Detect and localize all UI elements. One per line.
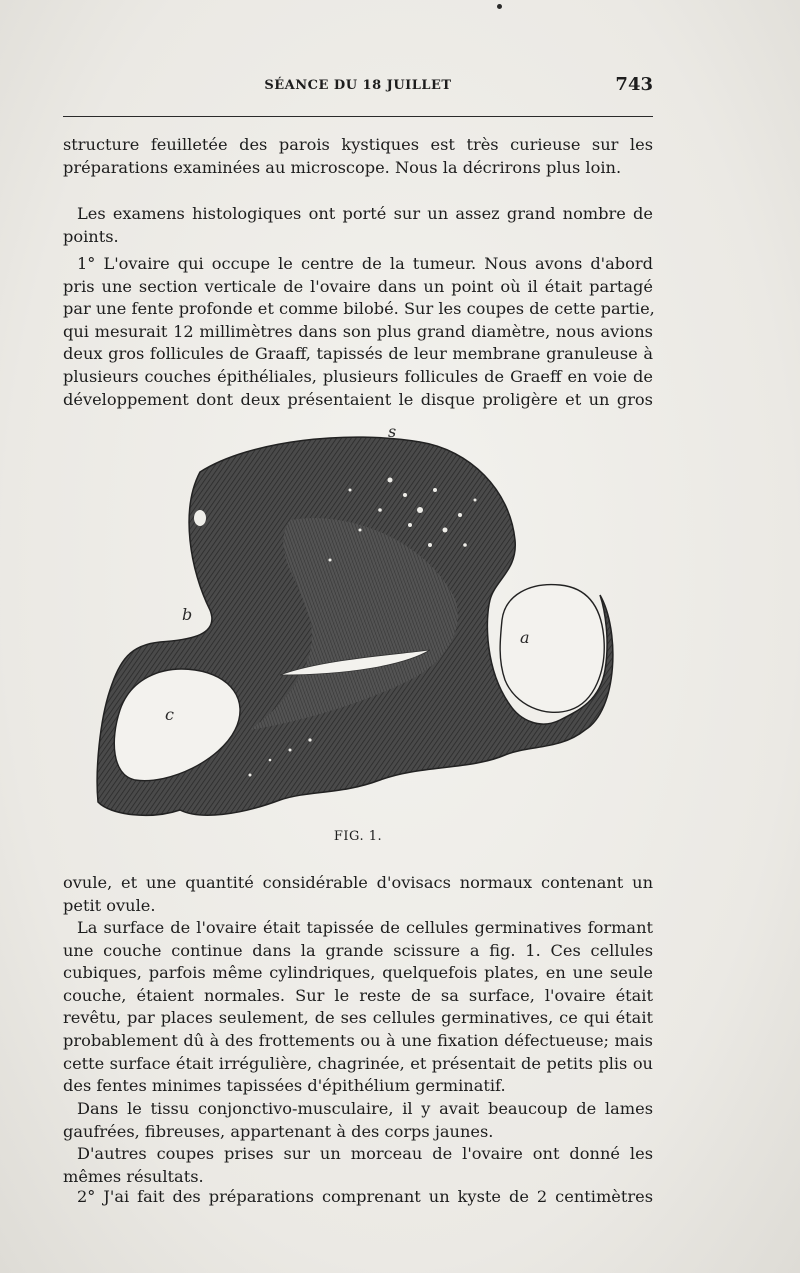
text-line: préparations examinées au microscope. Nous la décrirons plus loin. — [63, 157, 622, 177]
paragraph-2 — [63, 203, 653, 248]
text-line: couche, étaient normales. Sur le reste de sa surface, l'ovaire était — [63, 985, 653, 1005]
text-line: cubiques, parfois même cylindriques, quelquefois plates, en une seule — [63, 963, 653, 983]
paragraph-4 — [63, 872, 653, 917]
header-rule — [63, 116, 653, 117]
paragraph-6 — [63, 1098, 653, 1143]
figure-label-b: b — [182, 605, 193, 624]
running-head-title: SÉANCE DU 18 JUILLET — [264, 78, 452, 93]
paragraph-8 — [63, 1186, 653, 1209]
text-line: pris une section verticale de l'ovaire dans un point où il était partagé — [63, 276, 653, 296]
figure-label-a: a — [520, 628, 530, 647]
text-line: 2° J'ai fait des préparations comprenant un kyste de 2 centimètres — [77, 1187, 653, 1206]
text-line: Les examens histologiques ont porté sur un assez grand nombre de — [77, 204, 653, 223]
text-line: gaufrées, fibreuses, appartenant à des corps jaunes. — [63, 1121, 494, 1141]
text-line: 1° L'ovaire qui occupe le centre de la tumeur. Nous avons d'abord — [77, 254, 653, 273]
text-line: deux gros follicules de Graaff, tapissés de leur membrane granuleuse à — [63, 344, 653, 364]
text-line: mêmes résultats. — [63, 1166, 204, 1186]
text-line: Dans le tissu conjonctivo-musculaire, il y avait beaucoup de lames — [77, 1099, 653, 1118]
text-line: La surface de l'ovaire était tapissée de cellules germinatives formant — [77, 918, 653, 937]
ovary-engraving — [90, 420, 620, 840]
text-line: points. — [63, 226, 119, 246]
text-line: des fentes minimes tapissées d'épithélium germinatif. — [63, 1076, 506, 1096]
text-line: plusieurs couches épithéliales, plusieurs follicules de Graeff en voie de — [63, 366, 653, 386]
text-line: cette surface était irrégulière, chagrinée, et présentait de petits plis ou — [63, 1053, 653, 1073]
cavity-a — [500, 585, 604, 713]
text-line: ovule, et une quantité considérable d'ovisacs normaux contenant un — [63, 873, 653, 892]
page-number: 743 — [615, 74, 653, 95]
paragraph-1 — [63, 134, 653, 179]
text-line: une couche continue dans la grande scissure a fig. 1. Ces cellules — [63, 940, 653, 960]
text-line: par une fente profonde et comme bilobé. Sur les coupes de cette partie, — [63, 299, 655, 319]
text-line: probablement dû à des frottements ou à une fixation défectueuse; mais — [63, 1030, 653, 1050]
figure-label-s: s — [388, 422, 397, 441]
text-line: développement dont deux présentaient le disque proligère et un gros — [63, 389, 653, 409]
figure-ovary-section — [90, 420, 620, 840]
text-line: D'autres coupes prises sur un morceau de l'ovaire ont donné les — [77, 1144, 653, 1163]
running-head — [63, 74, 653, 98]
ink-speck — [497, 4, 502, 9]
text-line: qui mesurait 12 millimètres dans son plus grand diamètre, nous avions — [63, 321, 653, 341]
paragraph-7 — [63, 1143, 653, 1188]
figure-label-c: c — [165, 705, 174, 724]
paragraph-5 — [63, 917, 653, 1098]
paragraph-3 — [63, 253, 653, 411]
figure-caption: FIG. 1. — [333, 829, 383, 844]
text-line: petit ovule. — [63, 895, 156, 915]
text-line: structure feuilletée des parois kystiques est très curieuse sur les — [63, 135, 653, 154]
text-line: revêtu, par places seulement, de ses cellules germinatives, ce qui était — [63, 1008, 653, 1028]
